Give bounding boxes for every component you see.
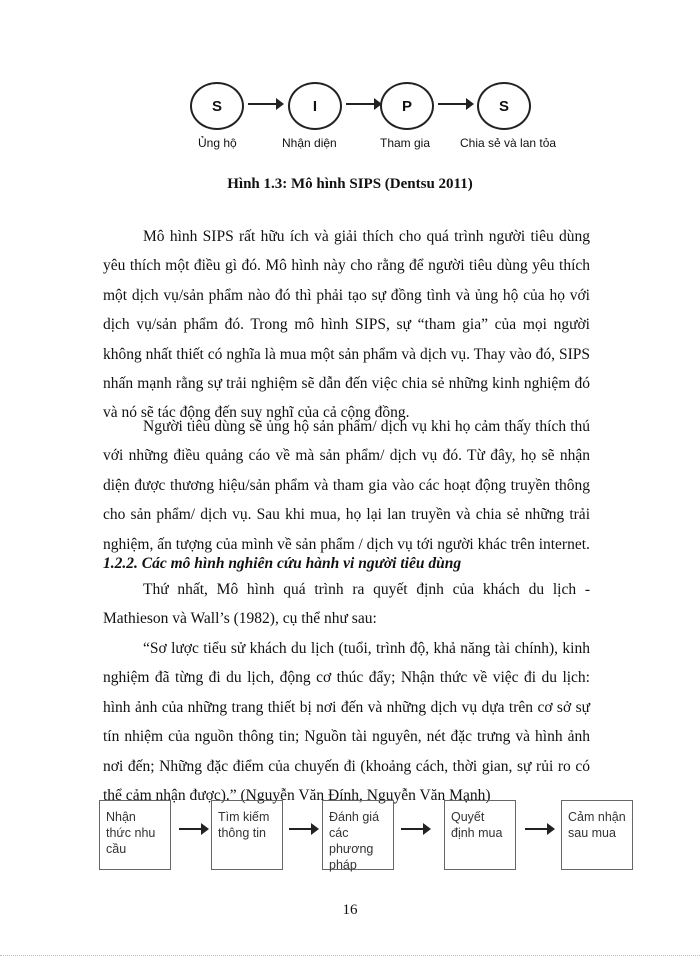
page-divider — [0, 955, 700, 956]
quote-paragraph: “Sơ lược tiểu sử khách du lịch (tuổi, trình độ, khả năng tài chính), kinh nghiệm đã từng đi du lịch, động cơ thúc đẩy; Nhận thức về việc đi du lịch: hình ảnh của những trang thiết bị nơi đến và những dịch vụ dựa trên cơ sở sự tín nhiệm của nguồn thông tin; Nguồn tài nguyên, nét đặc trưng và hình ảnh nơi đến; Những đặc điểm của chuyến đi (khoảng cách, thời gian, sự rủi ro có thể cảm nhận được).” (Nguyễn Văn Đính, Nguyễn Văn Mạnh) — [103, 640, 590, 805]
arrow-icon — [179, 828, 207, 830]
sips-label: Ủng hộ — [198, 136, 237, 150]
process-step: Đánh giá các phương pháp — [322, 800, 394, 870]
sips-node-support: S — [190, 82, 244, 130]
decision-process-diagram — [99, 800, 641, 872]
arrow-icon — [248, 103, 282, 105]
process-step: Tìm kiếm thông tin — [211, 800, 283, 870]
sips-label: Tham gia — [380, 136, 431, 150]
process-step: Quyết định mua — [444, 800, 516, 870]
arrow-icon — [289, 828, 317, 830]
sips-node-participate: P — [380, 82, 434, 130]
page-number: 16 — [342, 902, 358, 918]
figure-caption: Hình 1.3: Mô hình SIPS (Dentsu 2011) — [227, 176, 473, 192]
sips-label: Chia sẻ và lan tỏa — [460, 136, 557, 150]
section-heading: 1.2.2. Các mô hình nghiên cứu hành vi người tiêu dùng — [103, 555, 462, 572]
sips-diagram — [190, 78, 557, 158]
arrow-icon — [401, 828, 429, 830]
paragraph: Thứ nhất, Mô hình quá trình ra quyết định của khách du lịch - Mathieson và Wall’s (1982), cụ thể như sau: — [103, 581, 590, 628]
arrow-icon — [346, 103, 380, 105]
paragraph: Người tiêu dùng sẽ ủng hộ sản phẩm/ dịch vụ khi họ cảm thấy thích thú với những điều quảng cáo về mà sản phẩm/ dịch vụ đó. Từ đây, họ sẽ nhận diện được thương hiệu/sản phẩm và tham gia vào các hoạt động truyền thông cho sản phẩm/ dịch vụ. Sau khi mua, họ lại lan truyền và chia sẻ những trải nghiệm, ấn tượng của mình về sản phẩm / dịch vụ tới người khác trên internet. — [103, 418, 590, 553]
process-step: Nhận thức nhu cầu — [99, 800, 171, 870]
sips-node-identify: I — [288, 82, 342, 130]
sips-label: Nhận diện — [282, 136, 337, 150]
sips-node-share: S — [477, 82, 531, 130]
arrow-icon — [438, 103, 472, 105]
arrow-icon — [525, 828, 553, 830]
paragraph: Mô hình SIPS rất hữu ích và giải thích cho quá trình người tiêu dùng yêu thích một điều gì đó. Mô hình này cho rằng để người tiêu dùng yêu thích một dịch vụ/sản phẩm nào đó thì phải tạo sự đồng tình và ủng hộ của họ với dịch vụ/sản phẩm đó. Trong mô hình SIPS, sự “tham gia” của mọi người không nhất thiết có nghĩa là mua một sản phẩm và dịch vụ. Thay vào đó, SIPS nhấn mạnh rằng sự trải nghiệm sẽ dẫn đến việc chia sẻ những kinh nghiệm đó và nó sẽ tác động đến suy nghĩ của cả cộng đồng. — [103, 228, 590, 422]
process-step: Cảm nhận sau mua — [561, 800, 633, 870]
